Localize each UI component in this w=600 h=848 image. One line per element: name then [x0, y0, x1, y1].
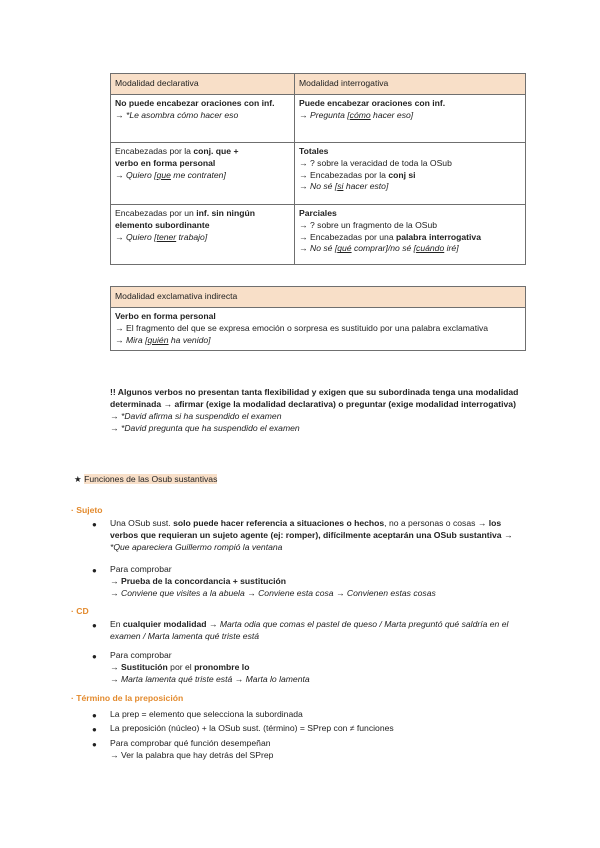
bullet-icon: ● — [92, 566, 97, 575]
table-cell: Encabezadas por la conj. que + verbo en forma personal → Quiero [que me contraten] — [111, 142, 295, 204]
section-termino-title: · Término de la preposición — [71, 693, 184, 703]
table-cell — [111, 94, 295, 142]
list-item: Para comprobar → Sustitución por el pronombre lo → Marta lamenta qué triste está → Marta lo lamenta — [110, 650, 310, 684]
heading-text: Funciones de las Osub sustantivas — [84, 474, 218, 484]
section-cd-title: · CD — [71, 606, 89, 616]
cell-example: → No sé [si hacer esto] — [299, 181, 389, 192]
cell-bold: No puede encabezar oraciones con inf. — [115, 97, 275, 108]
section-sujeto-title: · Sujeto — [71, 505, 103, 515]
header-declarativa: Modalidad declarativa — [111, 74, 295, 95]
list-item: En cualquier modalidad → Marta odia que comas el pastel de queso / Marta preguntó qué saldría en el examen / Marta lamenta qué triste está — [110, 619, 509, 641]
header-interrogativa: Modalidad interrogativa — [295, 74, 526, 95]
table-row — [111, 142, 526, 204]
list-item: La preposición (núcleo) + la OSub sust. (término) = SPrep con ≠ funciones — [110, 723, 394, 733]
bullet-icon: ● — [92, 740, 97, 749]
table-header-row — [111, 287, 526, 308]
note-block — [110, 387, 530, 434]
note-example: → *David afirma si ha suspendido el examen — [110, 410, 282, 421]
bullet-icon: ● — [92, 725, 97, 734]
exclamative-table — [110, 286, 526, 351]
bullet-icon: ● — [92, 652, 97, 661]
note-text: !! Algunos verbos no presentan tanta flexibilidad y exigen que su subordinada tenga una modalidad determinada → afirmar (exige la modalidad declarativa) o preguntar (exige modalidad interrogativa) — [110, 387, 519, 409]
list-item: La prep = elemento que selecciona la subordinada — [110, 709, 303, 719]
table-cell: Totales → ? sobre la veracidad de toda la OSub → Encabezadas por la conj si → No sé [si hacer esto] — [295, 142, 526, 204]
table-cell — [295, 94, 526, 142]
table-row — [111, 307, 526, 351]
bullet-icon: ● — [92, 621, 97, 630]
note-example: → *David pregunta que ha suspendido el examen — [110, 422, 300, 433]
modality-table — [110, 73, 526, 265]
list-item: Para comprobar qué función desempeñan → Ver la palabra que hay detrás del SPrep — [110, 738, 274, 760]
table-header-row — [111, 74, 526, 95]
table-cell: Verbo en forma personal → El fragmento del que se expresa emoción o sorpresa es sustituido por una palabra exclamativa → Mira [quién ha venido] — [111, 307, 526, 351]
list-item: Una OSub sust. solo puede hacer referencia a situaciones o hechos, no a personas o cosas → los verbos que requieran un sujeto agente (ej: romper), difícilmente aceptarán una OSub sustantiva → *Que apareciera Guillermo rompió la ventana — [110, 518, 513, 552]
table-cell: Encabezadas por un inf. sin ningún elemento subordinante → Quiero [tener trabajo] — [111, 204, 295, 264]
cell-bold: Puede encabezar oraciones con inf. — [299, 97, 446, 108]
bullet-icon: ● — [92, 520, 97, 529]
table-cell: Parciales → ? sobre un fragmento de la OSub → Encabezadas por una palabra interrogativa → No sé [qué comprar]/no sé [cuándo iré] — [295, 204, 526, 264]
list-item: Para comprobar → Prueba de la concordancia + sustitución → Conviene que visites a la abuela → Conviene esta cosa → Convienen estas cosas — [110, 564, 436, 598]
cell-example: → Mira [quién ha venido] — [115, 334, 211, 345]
cell-example: → Pregunta [cómo hacer eso] — [299, 109, 414, 120]
table-row — [111, 94, 526, 142]
cell-example: → *Le asombra cómo hacer eso — [115, 109, 239, 120]
header-exclamativa: Modalidad exclamativa indirecta — [111, 287, 526, 308]
cell-example: → No sé [qué comprar]/no sé [cuándo iré] — [299, 243, 459, 254]
table-row — [111, 204, 526, 264]
section-heading — [74, 474, 217, 486]
cell-example: → Quiero [tener trabajo] — [115, 231, 208, 242]
bullet-icon: ● — [92, 711, 97, 720]
star-icon: ★ — [74, 474, 82, 484]
cell-example: → Quiero [que me contraten] — [115, 169, 226, 180]
